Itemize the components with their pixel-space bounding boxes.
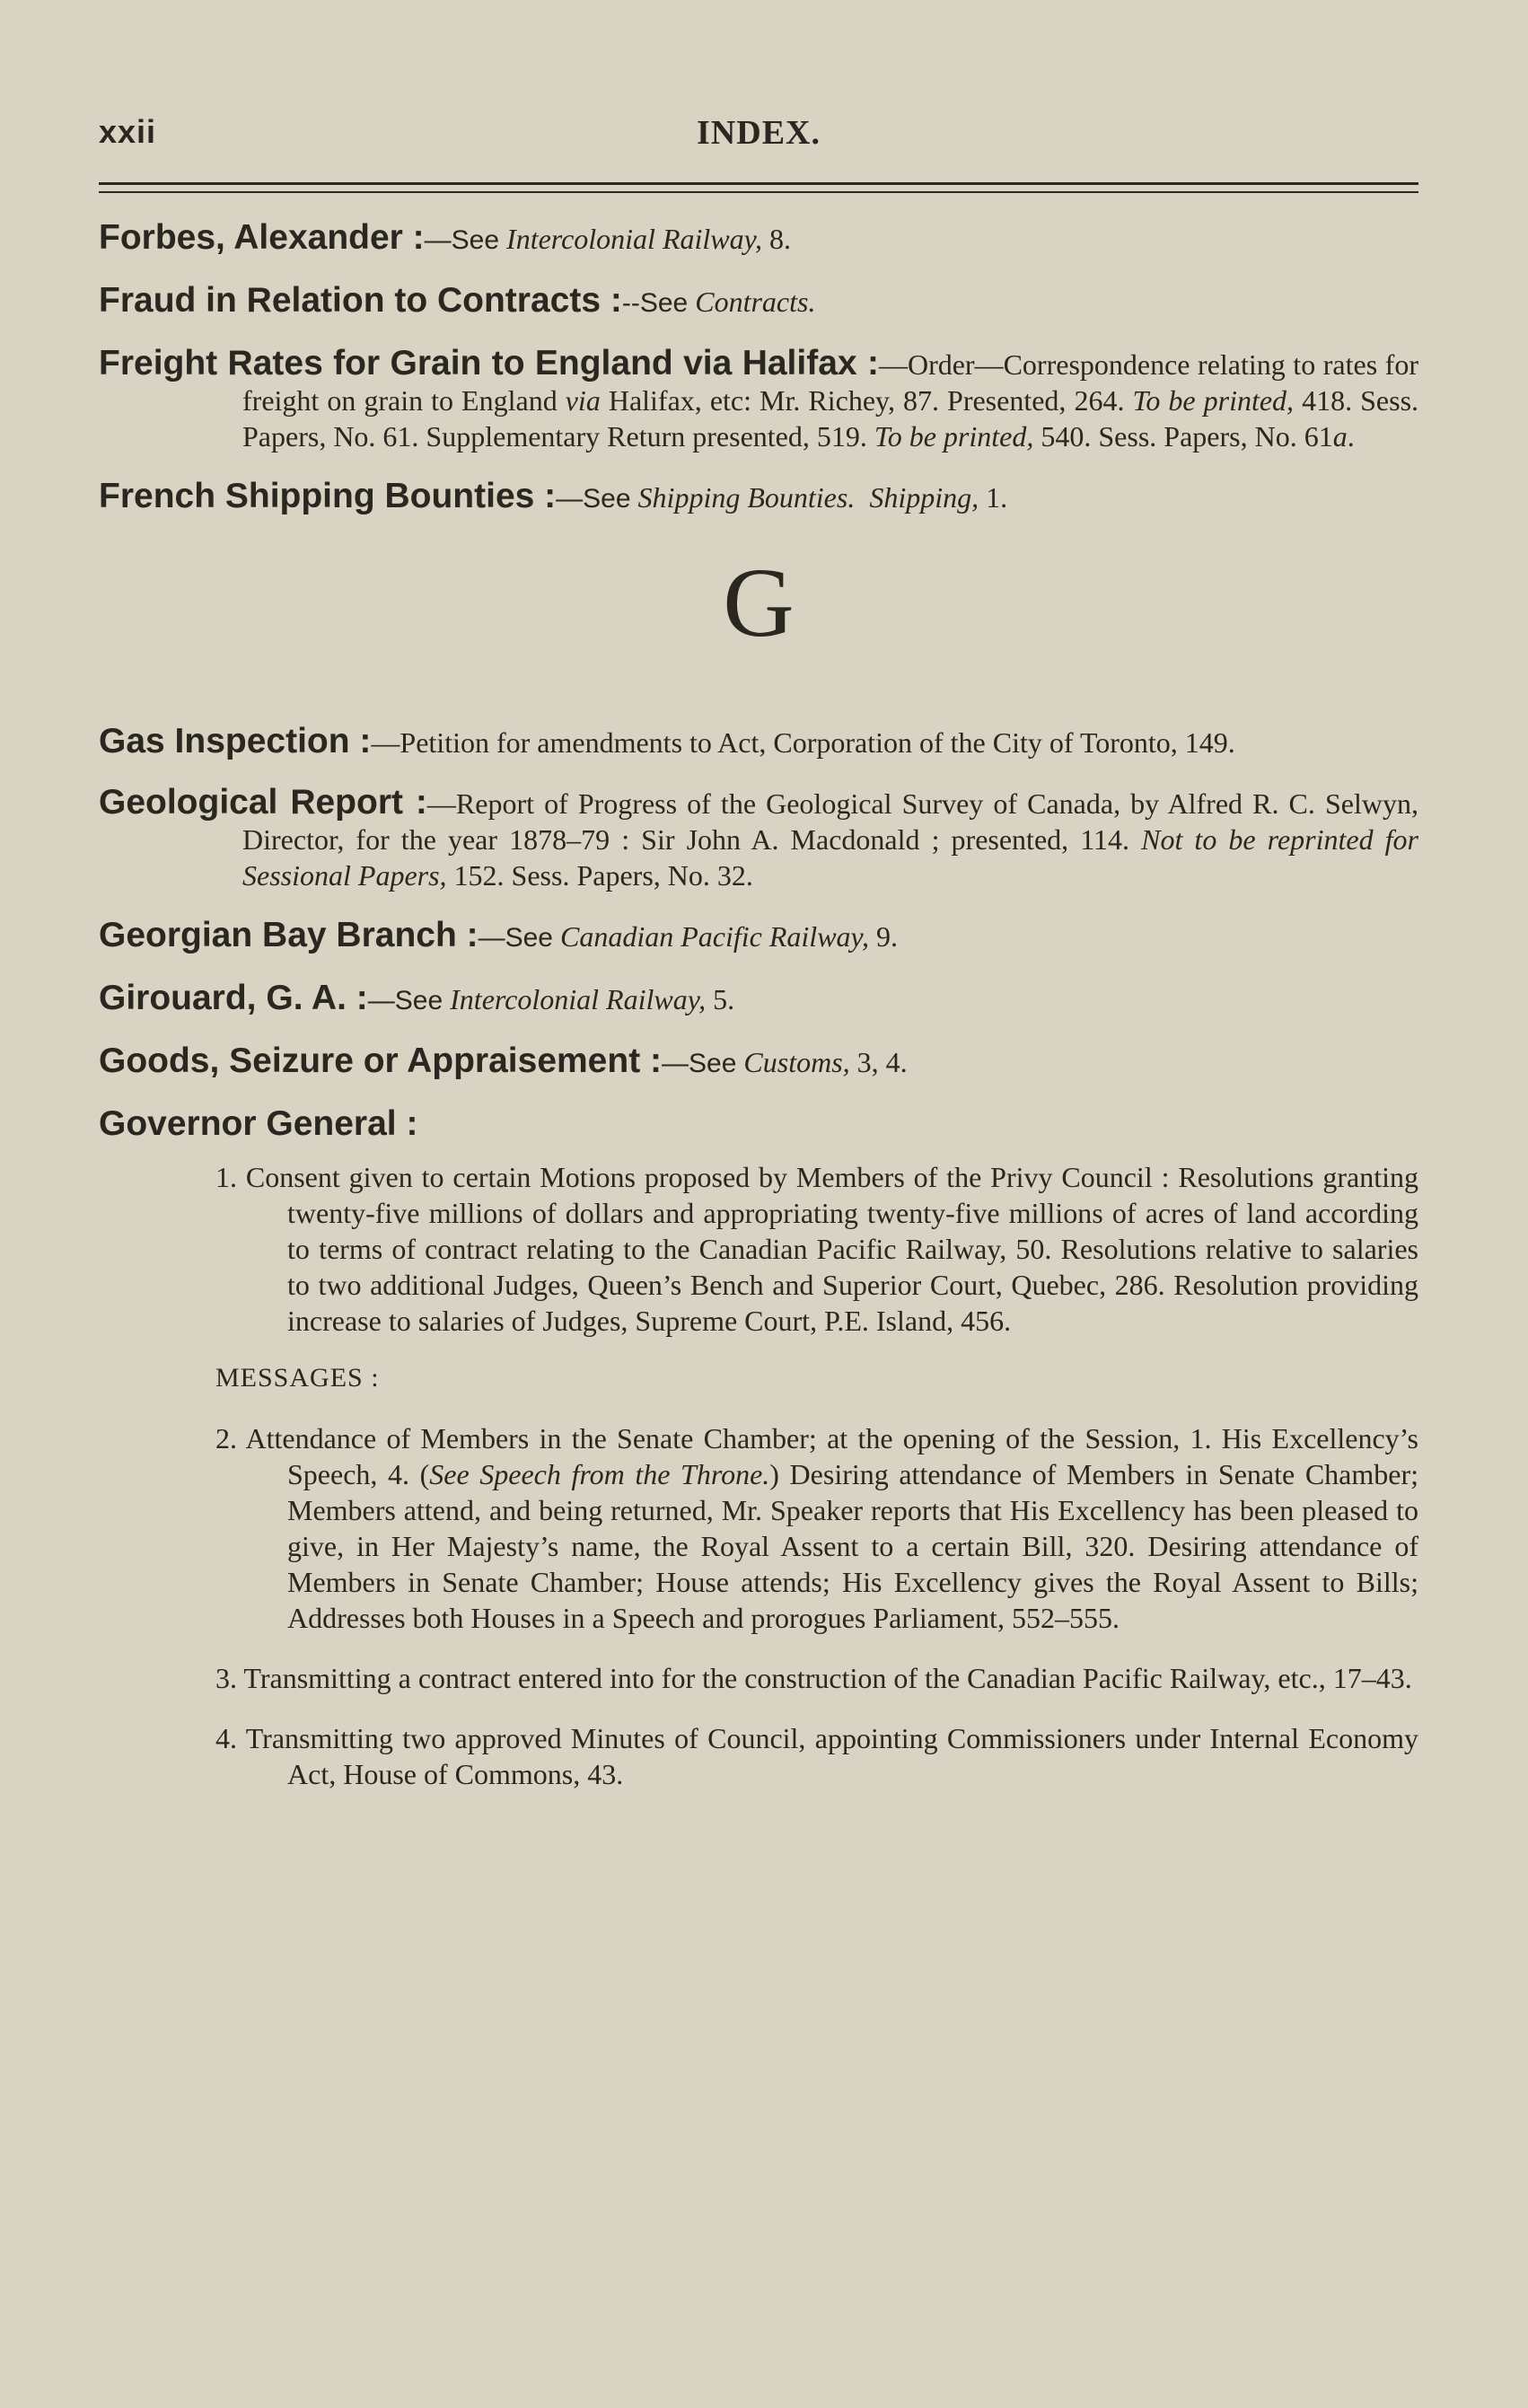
entry-heading: Freight Rates for Grain to England via Halifax :: [99, 344, 879, 382]
subentry-2: 2. Attendance of Members in the Senate Chamber; at the opening of the Session, 1. His Excellency’s Speech, 4. (See Speech from the Throne.) Desiring attendance of Members in Senate Chamber; Members attend, and being returned, Mr. Speaker reports that His Excellency has been pleased to give, in Her Majesty’s name, the Royal Assent to a certain Bill, 320. Desiring attendance of Members in Senate Chamber; House attends; His Excellency gives the Royal Assent to Bills; Addresses both Houses in a Speech and prorogues Parliament, 552–555.: [215, 1422, 1419, 1634]
entry-forbes: Forbes, Alexander :—See Intercolonial Railway, 8.: [99, 218, 792, 257]
messages-label: MESSAGES :: [215, 1363, 380, 1393]
entry-georgian-bay: Georgian Bay Branch :—See Canadian Pacific Railway, 9.: [99, 916, 898, 954]
entry-heading: Forbes, Alexander :: [99, 218, 425, 257]
cross-reference: Customs,: [743, 1046, 850, 1078]
cross-reference: Canadian Pacific Railway,: [560, 920, 869, 953]
entry-heading: Geological Report :: [99, 783, 427, 822]
section-letter: G: [723, 548, 795, 657]
entry-gas-inspection: Gas Inspection :—Petition for amendments to Act, Corporation of the City of Toronto, 149.: [99, 722, 1235, 760]
entry-geological-report: Geological Report :—Report of Progress of the Geological Survey of Canada, by Alfred R. C. Selwyn, Director, for the year 1878–79 : Sir John A. Macdonald ; presented, 114. Not to be reprinted for Sessional Papers, 152. Sess. Papers, No. 32.: [99, 783, 1419, 892]
header-rule-thin: [99, 191, 1418, 193]
entry-heading: Georgian Bay Branch :: [99, 916, 479, 954]
header-rule-thick: [99, 182, 1418, 185]
entry-girouard: Girouard, G. A. :—See Intercolonial Railway, 5.: [99, 979, 735, 1017]
entry-heading: Girouard, G. A. :: [99, 979, 368, 1017]
index-content: [99, 220, 1418, 1816]
cross-reference: Shipping Bounties.: [637, 481, 856, 514]
cross-reference: Intercolonial Railway,: [506, 223, 763, 255]
page-header: [99, 106, 1418, 160]
cross-reference: Intercolonial Railway,: [450, 983, 707, 1015]
cross-reference: Shipping,: [869, 481, 979, 514]
subentry-3: 3. Transmitting a contract entered into for the construction of the Canadian Pacific Railway, etc., 17–43.: [215, 1662, 1412, 1694]
running-title: INDEX.: [697, 114, 821, 152]
entry-french-shipping: French Shipping Bounties :—See Shipping Bounties. Shipping, 1.: [99, 477, 1008, 515]
cross-reference: Contracts.: [695, 286, 816, 318]
entry-freight-rates: Freight Rates for Grain to England via Halifax :—Order—Correspondence relating to rates for freight on grain to England via Halifax, etc: Mr. Richey, 87. Presented, 264. To be printed, 418. Sess. Papers, No. 61. Supplementary Return presented, 519. To be printed, 540. Sess. Papers, No. 61a.: [99, 344, 1419, 453]
subentry-1: 1. Consent given to certain Motions proposed by Members of the Privy Council : Resolutions granting twenty-five millions of dollars and appropriating twenty-five millions of acres of land according to terms of contract relating to the Canadian Pacific Railway, 50. Resolutions relative to salaries to two additional Judges, Queen’s Bench and Superior Court, Quebec, 286. Resolution providing increase to salaries of Judges, Supreme Court, P.E. Island, 456.: [215, 1161, 1418, 1337]
entry-heading: Goods, Seizure or Appraisement :: [99, 1041, 663, 1080]
entry-fraud: Fraud in Relation to Contracts :--See Contracts.: [99, 281, 816, 320]
governor-subentries: [99, 1159, 1418, 1792]
entry-heading: French Shipping Bounties :: [99, 477, 557, 515]
entry-heading: Fraud in Relation to Contracts :: [99, 281, 622, 320]
entry-heading: Gas Inspection :: [99, 722, 372, 760]
subentry-4: 4. Transmitting two approved Minutes of Council, appointing Commissioners under Internal Economy Act, House of Commons, 43.: [215, 1722, 1418, 1790]
entry-heading: Governor General :: [99, 1104, 418, 1143]
page-number: xxii: [99, 113, 157, 150]
entry-goods-seizure: Goods, Seizure or Appraisement :—See Customs, 3, 4.: [99, 1041, 908, 1080]
entry-governor-general: [99, 1106, 1418, 1143]
